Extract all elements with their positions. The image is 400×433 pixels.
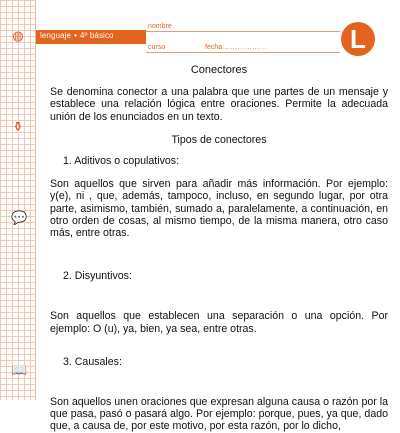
course-underline [146, 52, 340, 53]
section-body-disyuntivos: Son aquellos que establecen una separación o una opción. Por ejemplo: O (u), ya, bien, ya sea, entre otras. [50, 310, 388, 335]
page-title: Conectores [190, 64, 248, 76]
worksheet-content [50, 64, 388, 433]
section-subtitle: Tipos de conectores [171, 133, 267, 146]
date-label: fecha [205, 44, 223, 51]
grade-label: 4º básico [79, 31, 114, 40]
subject-label: lenguaje [40, 31, 72, 40]
section-heading-aditivos: 1. Aditivos o copulativos: [63, 155, 180, 168]
section-heading-disyuntivos: 2. Disyuntivos: [63, 270, 132, 283]
subject-grade-label [40, 31, 114, 40]
left-grid-sidebar [0, 0, 36, 400]
subject-badge: L [341, 22, 375, 56]
bullet-separator: • [74, 31, 77, 40]
section-heading-causales: 3. Causales: [63, 355, 122, 368]
globe-icon: ◍ [12, 29, 24, 44]
chat-bubble-icon: 💬 [11, 211, 28, 226]
intro-paragraph: Se denomina conector a una palabra que une partes de un mensaje y establece una relación lógica entre oraciones. Permite la adecuada unión de los enunciados en un texto. [50, 86, 388, 123]
name-underline [146, 31, 340, 32]
name-label: nombre [148, 23, 172, 30]
date-dots: .................. [223, 44, 268, 51]
section-body-causales: Son aquellos unen oraciones que expresan alguna causa o razón por la que pasa, pasó o pasará algo. Por ejemplo: porque, pues, ya que, dado que, a causa de, por este motivo, por esta razón, por lo dicho, [50, 396, 388, 433]
ink-pot-icon: ⚱ [12, 120, 24, 135]
section-body-aditivos: Son aquellos que sirven para añadir más información. Por ejemplo: y(e), ni , que, además, tampoco, incluso, en segundo lugar, por otra parte, asimismo, también, sumado a, paralelamente, a continuación, en otro orden de cosas, al mismo tiempo, de la misma manera, otro caso más, entre otras. [50, 178, 388, 240]
course-label: curso [148, 44, 166, 51]
book-icon: 📖 [11, 363, 28, 378]
